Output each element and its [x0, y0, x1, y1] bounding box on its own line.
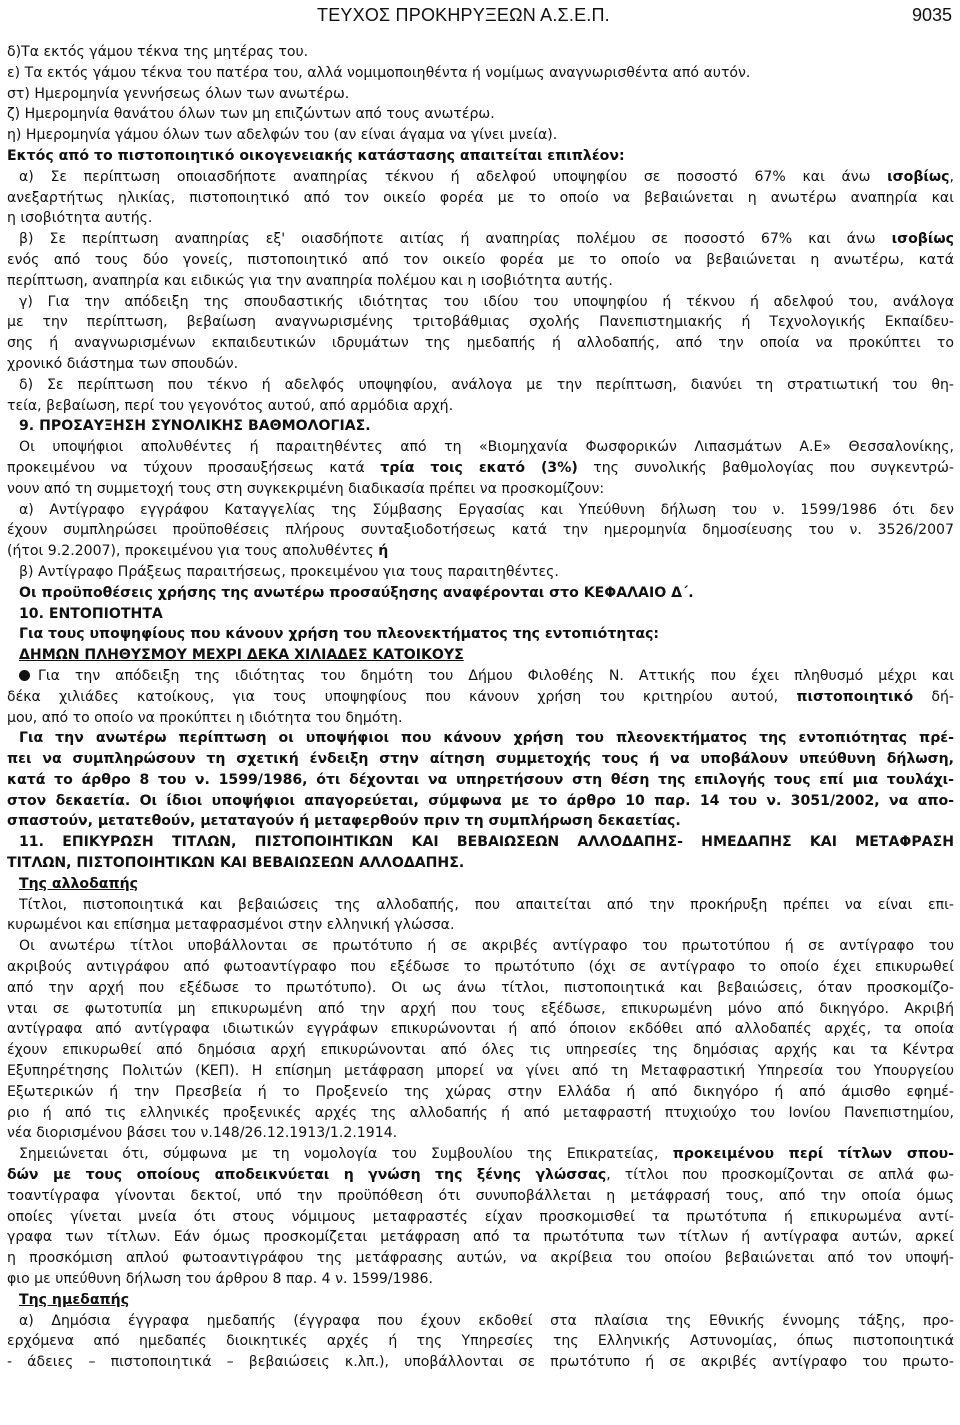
text-line	[7, 541, 954, 562]
text-line	[7, 146, 954, 167]
text-span: κυρωμένοι και επίσημα μεταφρασμένοι στην ελληνική γλώσσα.	[7, 917, 455, 934]
text-span: φιο με υπεύθυνη δήλωση του άρθρου 8 παρ. 4 ν. 1599/1986.	[7, 1271, 433, 1288]
text-line	[7, 811, 954, 832]
text-line	[7, 229, 954, 250]
text-line	[7, 978, 954, 999]
text-span: τοαντίγραφα γίνονται δεκτοί, υπό την προϋπόθεση ότι συνυποβάλλεται η μετάφρασή τους, από την οποία όμως	[7, 1187, 954, 1204]
text-line	[7, 1123, 954, 1144]
text-span: Εκτός από το πιστοποιητικό οικογενειακής κατάστασης απαιτείται επιπλέον:	[7, 147, 625, 164]
text-line	[7, 333, 954, 354]
text-line	[7, 104, 954, 125]
text-line	[7, 957, 954, 978]
text-line	[7, 1352, 954, 1373]
text-span: η ισοβιότητα αυτής.	[7, 210, 153, 227]
text-span: στ) Ημερομηνία γεννήσεως όλων των ανωτέρω.	[7, 85, 350, 102]
text-span: α) Αντίγραφο εγγράφου Καταγγελίας της Σύμβασης Εργασίας και Υπεύθυνη δήλωση του ν. 1599/1986 ότι δεν	[19, 501, 954, 518]
text-line	[7, 63, 954, 84]
text-line	[7, 84, 954, 105]
text-line	[7, 479, 954, 500]
text-line	[7, 42, 954, 63]
text-span: ισοβίως	[887, 168, 950, 185]
text-span: ερχόμενα από ημεδαπές διοικητικές αρχές ή της Υπηρεσίες της Ελληνικής Αστυνομίας, όπως πιστοποιητικά	[7, 1333, 954, 1350]
text-span: δή-	[913, 688, 954, 705]
text-span: 11. ΕΠΙΚΥΡΩΣΗ ΤΙΤΛΩΝ, ΠΙΣΤΟΠΟΙΗΤΙΚΩΝ ΚΑΙ ΒΕΒΑΙΩΣΕΩΝ ΑΛΛΟΔΑΠΗΣ- ΗΜΕΔΑΠΗΣ ΚΑΙ ΜΕΤΑΦΡΑΣΗ	[19, 834, 954, 851]
text-span: ή	[378, 543, 389, 560]
text-span: β) Σε περίπτωση αναπηρίας εξ' οιασδήποτε αιτίας ή αναπηρίας πολέμου σε ποσοστό 67% και άνω	[19, 231, 892, 248]
text-line	[7, 167, 954, 188]
text-span: ,	[949, 168, 954, 185]
text-span: Σημειώνεται ότι, σύμφωνα με τη νομολογία του Συμβουλίου της Επικρατείας,	[19, 1146, 673, 1163]
text-span: σπαστούν, μετατεθούν, μεταταγούν ή μεταφερθούν πριν τη συμπλήρωση δεκαετίας.	[7, 813, 681, 830]
text-line	[7, 1227, 954, 1248]
text-span: της συνολικής βαθμολογίας που συγκεντρώ-	[577, 459, 954, 476]
text-span: - άδειες – πιστοποιητικά – βεβαιώσεις κ.λπ.), υποβάλλονται σε πρωτότυπο ή σε ακριβές αντίγραφο του πρωτο-	[7, 1354, 954, 1371]
text-line	[7, 312, 954, 333]
text-line	[7, 1290, 954, 1311]
text-span: Εξυπηρέτησης Πολιτών (ΚΕΠ). Η επίσημη μετάφραση μπορεί να γίνει από τη Μεταφραστική Υπηρεσία του Υπουργείου	[7, 1063, 954, 1080]
text-line	[7, 375, 954, 396]
text-span: νέα διορισμένου βάσει του ν.148/26.12.1913/1.2.1914.	[7, 1125, 398, 1142]
text-line	[7, 354, 954, 375]
text-line	[7, 458, 954, 479]
text-span: πιστοποιητικό	[796, 688, 914, 705]
text-span: κατά το άρθρο 8 του ν. 1599/1986, ότι δέχονται να υπηρετήσουν στη θέση της επιλογής τους επί μια τουλάχι-	[7, 771, 954, 788]
text-line	[7, 791, 954, 812]
text-span: τεία, βεβαίωση, περί του γεγονότος αυτού, από αρμόδια αρχή.	[7, 397, 454, 414]
text-span: 9. ΠΡΟΣΑΥΞΗΣΗ ΣΥΝΟΛΙΚΗΣ ΒΑΘΜΟΛΟΓΙΑΣ.	[19, 418, 371, 435]
text-line	[7, 562, 954, 583]
page-header	[0, 3, 960, 29]
text-span: Για τους υποψηφίους που κάνουν χρήση του πλεονεκτήματος της εντοπιότητας:	[19, 626, 660, 643]
text-span: δέκα χιλιάδες κατοίκους, για τους υποψηφίους που κάνουν χρήση του κριτηρίου αυτού,	[7, 688, 797, 705]
text-line	[7, 188, 954, 209]
text-line	[7, 604, 954, 625]
text-span: από την αρχή που εξέδωσε το πρωτότυπο). Οι ως άνω τίτλοι, πιστοποιητικά και βεβαιώσεις, όταν προσκομίζο-	[7, 979, 954, 996]
text-span: 10. ΕΝΤΟΠΙΟΤΗΤΑ	[19, 605, 163, 622]
text-span: Οι προϋποθέσεις χρήσης της ανωτέρω προσαύξησης αναφέρονται στο ΚΕΦΑΛΑΙΟ Δ΄.	[19, 584, 694, 601]
text-line	[7, 936, 954, 957]
text-span: με την περίπτωση, βεβαίωση αναγνωρισμένης τριτοβάθμιας σχολής Πανεπιστημιακής ή Τεχνολογικής Εκπαίδευ-	[7, 314, 954, 331]
text-span: νουν από τη συμμετοχή τους στη συγκεκριμένη διαδικασία πρέπει να προσκομίζουν:	[7, 480, 605, 497]
text-line	[7, 500, 954, 521]
text-span: Για την απόδειξη της ιδιότητας του δημότη του Δήμου Φιλοθέης Ν. Αττικής που έχει πληθυσμό μέχρι και	[38, 667, 954, 684]
journal-title: ΤΕΥΧΟΣ ΠΡΟΚΗΡΥΞΕΩΝ Α.Σ.Ε.Π.	[317, 5, 610, 25]
text-line	[7, 1103, 954, 1124]
text-line	[7, 687, 954, 708]
text-span: β) Αντίγραφο Πράξεως παραιτήσεως, προκειμένου για τους παραιτηθέντες.	[19, 563, 559, 580]
text-span: α) Σε περίπτωση οποιασδήποτε αναπηρίας τέκνου ή αδελφού υποψηφίου σε ποσοστό 67% και άνω	[19, 168, 888, 185]
text-span: προκειμένου περί τίτλων σπου-	[672, 1146, 954, 1163]
text-span: οποίες γίνεται μνεία ότι στους νόμιμους μεταφραστές είχαν προσκομισθεί τα πρωτότυπα ή επικυρωμένα αντί-	[7, 1208, 954, 1225]
text-span: ε) Τα εκτός γάμου τέκνα του πατέρα του, αλλά νομιμοποιηθέντα ή νομίμως αναγνωρισθέντα από αυτόν.	[7, 64, 751, 81]
text-span: δ)Τα εκτός γάμου τέκνα της μητέρας του.	[7, 44, 309, 60]
text-line	[7, 749, 954, 770]
text-span: τρία τοις εκατό (3%)	[380, 459, 578, 476]
text-line	[7, 416, 954, 437]
bullet-icon	[19, 670, 30, 681]
text-span: έχουν συμπληρώσει προϋποθέσεις πλήρους συνταξιοδοτήσεως κατά την ημερομηνία δημοσίευσης του ν. 3526/2007	[7, 522, 954, 539]
text-span: Τίτλοι, πιστοποιητικά και βεβαιώσεις της αλλοδαπής, που απαιτείται από την προκήρυξη πρέπει να είναι επι-	[19, 896, 954, 913]
text-line	[7, 1019, 954, 1040]
text-span: χρονικό διάστημα των σπουδών.	[7, 355, 239, 372]
text-span: η προσκόμιση απλού φωτοαντιγράφου της μετάφρασης αυτών, να ακρίβεια του οποίου βεβαιώνεται από τον υποψή-	[7, 1250, 954, 1267]
text-span: προκειμένου να τύχουν προσαυξήσεως κατά	[7, 459, 381, 476]
text-line	[7, 396, 954, 417]
text-line	[7, 292, 954, 313]
text-span: μου, από το οποίο να προκύπτει η ιδιότητα του δημότη.	[7, 709, 403, 726]
text-line	[7, 1082, 954, 1103]
text-line	[7, 271, 954, 292]
text-span: Για την ανωτέρω περίπτωση οι υποψήφιοι που κάνουν χρήση του πλεονεκτήματος της εντοπιότητας πρέ-	[19, 730, 954, 747]
text-span: δών με τους οποίους αποδεικνύεται η γνώση της ξένης γλώσσας	[7, 1167, 607, 1184]
text-span: ενός από τους δύο γονείς, πιστοποιητικό από τον οικείο φορέα με το οποίο να βεβαιώνεται η ανωτέρω, κατά	[7, 251, 954, 268]
text-line	[7, 999, 954, 1020]
text-span: ΔΗΜΩΝ ΠΛΗΘΥΣΜΟΥ ΜΕΧΡΙ ΔΕΚΑ ΧΙΛΙΑΔΕΣ ΚΑΤΟΙΚΟΥΣ	[19, 647, 464, 664]
text-span: ζ) Ημερομηνία θανάτου όλων των μη επιζώντων από τους ανωτέρω.	[7, 106, 495, 123]
text-span: ανεξαρτήτως ηλικίας, πιστοποιητικό από τον οικείο φορέα με το οποίο να βεβαιώνεται η ανωτέρω αναπηρία και	[7, 189, 954, 206]
text-line	[7, 208, 954, 229]
text-span: έχουν επικυρωθεί από δημόσια αρχή επικυρώνονται από όλες τις υπηρεσίες της δημόσιας αρχής και τα Κέντρα	[7, 1042, 954, 1059]
text-line	[7, 520, 954, 541]
text-line	[7, 250, 954, 271]
text-line	[7, 1248, 954, 1269]
text-line	[7, 1331, 954, 1352]
text-line	[7, 708, 954, 729]
text-line	[7, 1269, 954, 1290]
text-line	[7, 583, 954, 604]
text-span: ισοβίως	[891, 231, 954, 248]
text-line	[7, 895, 954, 916]
text-span: Της αλλοδαπής	[19, 875, 139, 892]
text-line	[7, 874, 954, 895]
text-line	[7, 1061, 954, 1082]
text-line	[7, 624, 954, 645]
document-body	[7, 42, 954, 1373]
text-line	[7, 1207, 954, 1228]
text-span: νται σε φωτοτυπία μη επικυρωμένη από την αρχή που τους εξέδωσε, επικυρωμένη μόνο από δικηγόρο. Ακριβή	[7, 1000, 954, 1017]
text-line	[7, 728, 954, 749]
text-span: δ) Σε περίπτωση που τέκνο ή αδελφός υποψηφίου, ανάλογα με την περίπτωση, διανύει τη στρατιωτική του θη-	[19, 376, 954, 393]
text-span: πει να συμπληρώσουν τη σχετική ένδειξη στην αίτηση συμμετοχής τους ή να υποβάλουν υπεύθυνη δήλωση,	[7, 751, 954, 768]
text-line	[7, 1040, 954, 1061]
text-span: αντίγραφα από αντίγραφα ιδιωτικών εγγράφων επικυρώνονται ή από όποιον εκδόθει από αλλοδαπές αρχές, τα οποία	[7, 1021, 954, 1038]
text-span: περίπτωση, αναπηρία και ειδικώς για την αναπηρία πολέμου και η ισοβιότητα αυτής.	[7, 272, 613, 289]
text-line	[7, 770, 954, 791]
text-line	[7, 125, 954, 146]
text-span: γραφα των τίτλων. Εάν όμως προσκομίζεται μετάφραση από τα πρωτότυπα των τίτλων ή αντίγραφα αυτών, αρκεί	[7, 1229, 954, 1246]
text-span: ακριβούς αντιγράφου από φωτοαντίγραφο που εξέδωσε το πρωτότυπο (όχι σε αντίγραφο το οποίο έχει επικυρωθεί	[7, 959, 954, 976]
text-span: η) Ημερομηνία γάμου όλων των αδελφών του (αν είναι άγαμα να γίνει μνεία).	[7, 127, 558, 144]
text-span: Οι υποψήφιοι απολυθέντες ή παραιτηθέντες από τη «Βιομηχανία Φωσφορικών Λιπασμάτων Α.Ε» Θεσσαλονίκης,	[19, 439, 954, 456]
text-line	[7, 915, 954, 936]
text-span: Της ημεδαπής	[19, 1291, 130, 1308]
text-span: Εξωτερικών ή την Πρεσβεία ή το Προξενείο της χώρας στην Ελλάδα ή από δικηγόρο ή από άμισθο εφημέ-	[7, 1083, 954, 1100]
text-line	[7, 437, 954, 458]
text-line	[7, 853, 954, 874]
text-span: α) Δημόσια έγγραφα ημεδαπής (έγγραφα που έχουν εκδοθεί στα πλαίσια της Εθνικής έννομης τάξης, προ-	[19, 1312, 954, 1329]
text-span: , τίτλοι που προσκομίζονται σε απλά φω-	[606, 1167, 954, 1184]
text-line	[7, 1165, 954, 1186]
text-line	[7, 666, 954, 687]
text-line	[7, 1186, 954, 1207]
text-line	[7, 832, 954, 853]
text-line	[7, 1144, 954, 1165]
text-span: ΤΙΤΛΩΝ, ΠΙΣΤΟΠΟΙΗΤΙΚΩΝ ΚΑΙ ΒΕΒΑΙΩΣΕΩΝ ΑΛΛΟΔΑΠΗΣ.	[7, 855, 465, 872]
text-span: Οι ανωτέρω τίτλοι υποβάλλονται σε πρωτότυπο ή σε ακριβές αντίγραφο του πρωτοτύπου ή σε αντίγραφο του	[19, 938, 954, 955]
text-span: (ήτοι 9.2.2007), προκειμένου για τους απολυθέντες	[7, 543, 379, 560]
text-span: γ) Για την απόδειξη της σπουδαστικής ιδιότητας του ιδίου του υποψηφίου ή τέκνου ή αδελφού του, ανάλογα	[19, 293, 954, 310]
text-span: στον δεκαετία. Οι ίδιοι υποψήφιοι απαγορεύεται, σύμφωνα με το άρθρο 10 παρ. 14 του ν. 3051/2002, να απο-	[7, 792, 954, 809]
text-span: σης ή αναγνωρισμένων εκπαιδευτικών ιδρυμάτων της ημεδαπής ή αλλοδαπής, από την οποία να προκύπτει το	[7, 335, 954, 352]
text-line	[7, 645, 954, 666]
text-line	[7, 1311, 954, 1332]
text-span: ριο ή από τις ελληνικές προξενικές αρχές της αλλοδαπής ή από μεταφραστή πτυχιούχο του Ιονίου Πανεπιστημίου,	[7, 1104, 954, 1121]
page-number: 9035	[911, 5, 952, 25]
